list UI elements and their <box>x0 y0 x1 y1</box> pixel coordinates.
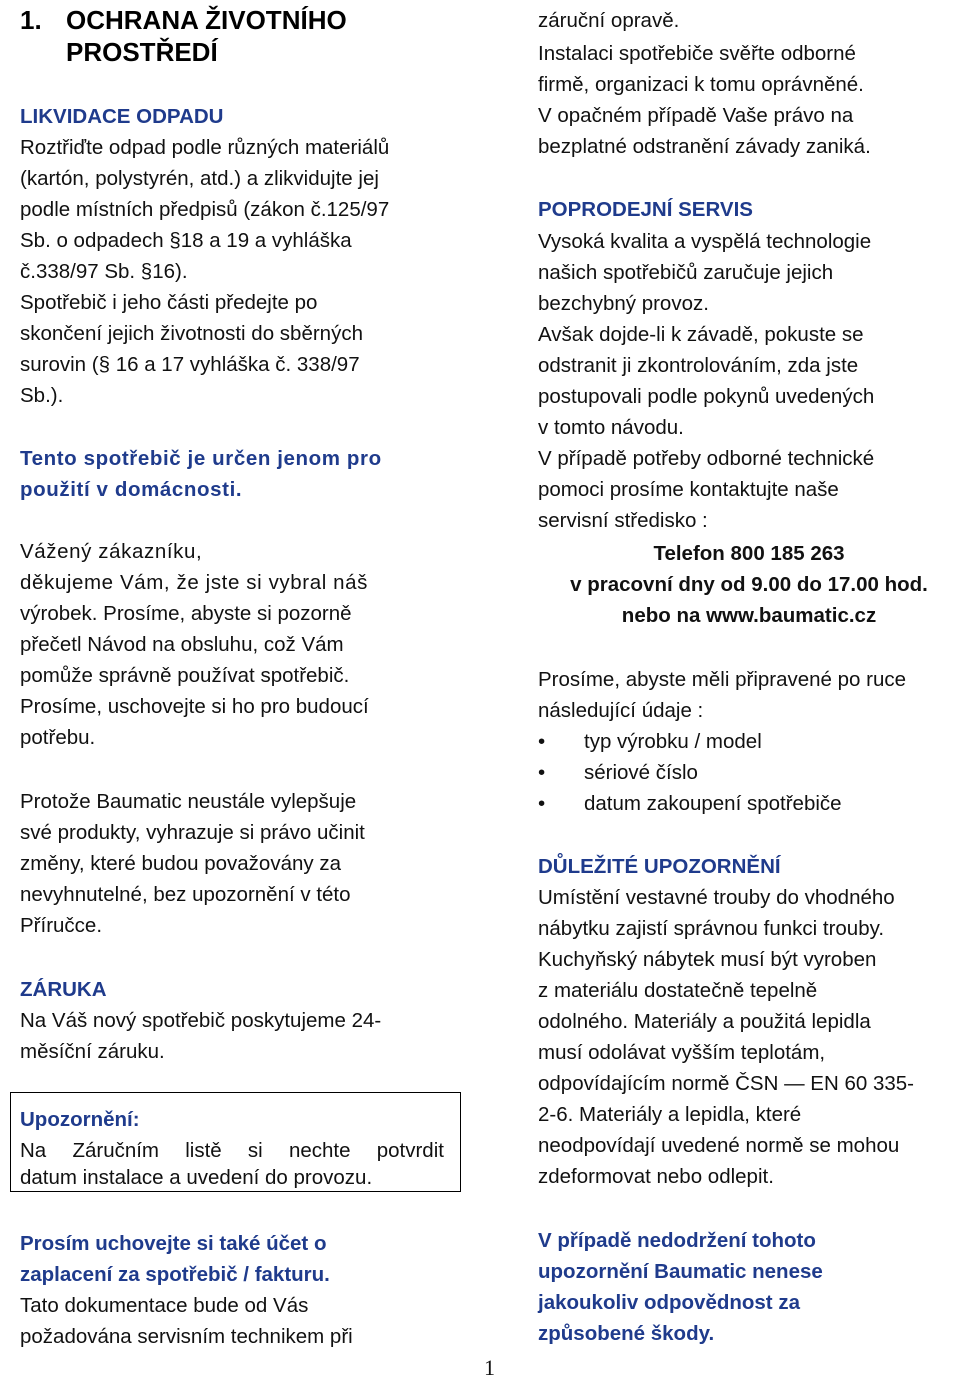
customer-line: potřebu. <box>20 726 96 749</box>
customer-line: Prosíme, uschovejte si ho pro budoucí <box>20 695 369 718</box>
liability-line: způsobené škody. <box>538 1322 715 1345</box>
heading-line-2: PROSTŘEDÍ <box>66 37 218 67</box>
improve-line: nevyhnutelné, bez upozornění v této <box>20 883 351 906</box>
important-line: Kuchyňský nábytek musí být vyroben <box>538 948 877 971</box>
install-line: záruční opravě. <box>538 9 680 32</box>
invoice-bold-line: zaplacení za spotřebič / fakturu. <box>20 1263 330 1286</box>
service-line: V případě potřeby odborné technické <box>538 447 875 470</box>
improve-line: své produkty, vyhrazuje si právo učinit <box>20 821 365 844</box>
section-heading <box>20 4 347 68</box>
disposal-line: Sb.). <box>20 384 64 407</box>
warranty-line: Na Váš nový spotřebič poskytujeme 24- <box>20 1009 382 1032</box>
warranty-notice-box <box>10 1092 461 1192</box>
bullet-icon: • <box>538 792 546 815</box>
disposal-line: Roztřiďte odpad podle různých materiálů <box>20 136 390 159</box>
warranty-line: měsíční záruku. <box>20 1040 165 1063</box>
important-line: odpovídajícím normě ČSN — EN 60 335- <box>538 1072 914 1095</box>
disposal-line: č.338/97 Sb. §16). <box>20 260 188 283</box>
list-item-text: datum zakoupení spotřebiče <box>584 792 842 815</box>
service-line: pomoci prosíme kontaktujte naše <box>538 478 839 501</box>
disposal-title: LIKVIDACE ODPADU <box>20 105 224 128</box>
service-line: Avšak dojde-li k závadě, pokuste se <box>538 323 864 346</box>
improve-line: změny, které budou považovány za <box>20 852 341 875</box>
invoice-line: požadována servisním technikem při <box>20 1325 353 1348</box>
heading-number: 1. <box>20 5 42 35</box>
disposal-line: (kartón, polystyrén, atd.) a zlikvidujte jej <box>20 167 379 190</box>
important-line: z materiálu dostatečně tepelně <box>538 979 818 1002</box>
service-title: POPRODEJNÍ SERVIS <box>538 198 753 221</box>
list-item-text: sériové číslo <box>584 761 698 784</box>
bullet-icon: • <box>538 730 546 753</box>
notice-word: Záručním <box>72 1139 160 1162</box>
customer-line: přečetl Návod na obsluhu, což Vám <box>20 633 344 656</box>
page-number: 1 <box>484 1355 495 1380</box>
service-line: Vysoká kvalita a vyspělá technologie <box>538 230 872 253</box>
customer-line: výrobek. Prosíme, abyste si pozorně <box>20 602 352 625</box>
disposal-line: podle místních předpisů (zákon č.125/97 <box>20 198 390 221</box>
notice-title: Upozornění: <box>20 1108 140 1131</box>
install-line: V opačném případě Vaše právo na <box>538 104 854 127</box>
important-line: neodpovídají uvedené normě se mohou <box>538 1134 900 1157</box>
disposal-line: Spotřebič i jeho části předejte po <box>20 291 318 314</box>
important-line: odolného. Materiály a použitá lepidla <box>538 1010 871 1033</box>
disposal-line: skončení jejich životnosti do sběrných <box>20 322 363 345</box>
service-line: odstranit ji zkontrolováním, zda jste <box>538 354 859 377</box>
disposal-line: surovin (§ 16 a 17 vyhláška č. 338/97 <box>20 353 360 376</box>
important-line: nábytku zajistí správnou funkci trouby. <box>538 917 885 940</box>
service-line: servisní středisko : <box>538 509 708 532</box>
service-line: v tomto návodu. <box>538 416 684 439</box>
install-line: bezplatné odstranění závady zaniká. <box>538 135 871 158</box>
disposal-line: Sb. o odpadech §18 a 19 a vyhláška <box>20 229 352 252</box>
bullet-icon: • <box>538 761 546 784</box>
contact-phone: Telefon 800 185 263 <box>653 542 845 565</box>
improve-line: Protože Baumatic neustále vylepšuje <box>20 790 357 813</box>
contact-hours: v pracovní dny od 9.00 do 17.00 hod. <box>570 573 928 596</box>
install-line: Instalaci spotřebiče svěřte odborné <box>538 42 856 65</box>
liability-line: jakoukoliv odpovědnost za <box>538 1291 800 1314</box>
install-line: firmě, organizaci k tomu oprávněné. <box>538 73 864 96</box>
customer-line: děkujeme Vám, že jste si vybral náš <box>20 571 368 594</box>
list-item-text: typ výrobku / model <box>584 730 762 753</box>
heading-line-1: OCHRANA ŽIVOTNÍHO <box>66 5 347 35</box>
service-line: bezchybný provoz. <box>538 292 709 315</box>
important-line: musí odolávat vyšším teplotám, <box>538 1041 826 1064</box>
important-line: Umístění vestavné trouby do vhodného <box>538 886 895 909</box>
service-line: našich spotřebičů zaručuje jejich <box>538 261 834 284</box>
prepare-line: následující údaje : <box>538 699 704 722</box>
household-notice: použití v domácnosti. <box>20 478 243 501</box>
invoice-line: Tato dokumentace bude od Vás <box>20 1294 309 1317</box>
notice-word: nechte <box>288 1139 351 1162</box>
prepare-line: Prosíme, abyste měli připravené po ruce <box>538 668 907 691</box>
contact-web[interactable]: nebo na www.baumatic.cz <box>621 604 877 627</box>
important-title: DŮLEŽITÉ UPOZORNĚNÍ <box>538 855 781 878</box>
customer-line: pomůže správně používat spotřebič. <box>20 664 350 687</box>
improve-line: Příručce. <box>20 914 103 937</box>
service-line: postupovali podle pokynů uvedených <box>538 385 875 408</box>
invoice-bold-line: Prosím uchovejte si také účet o <box>20 1232 327 1255</box>
notice-word: Na <box>20 1139 47 1162</box>
customer-greeting: Vážený zákazníku, <box>20 540 203 563</box>
important-line: 2-6. Materiály a lepidla, které <box>538 1103 802 1126</box>
warranty-title: ZÁRUKA <box>20 978 107 1001</box>
notice-line-2: datum instalace a uvedení do provozu. <box>20 1166 373 1189</box>
notice-word: potvrdit <box>376 1139 444 1162</box>
important-line: zdeformovat nebo odlepit. <box>538 1165 774 1188</box>
notice-word: listě <box>185 1139 222 1162</box>
liability-line: upozornění Baumatic nenese <box>538 1260 823 1283</box>
notice-word: si <box>247 1139 263 1162</box>
liability-line: V případě nedodržení tohoto <box>538 1229 816 1252</box>
household-notice: Tento spotřebič je určen jenom pro <box>20 447 382 470</box>
